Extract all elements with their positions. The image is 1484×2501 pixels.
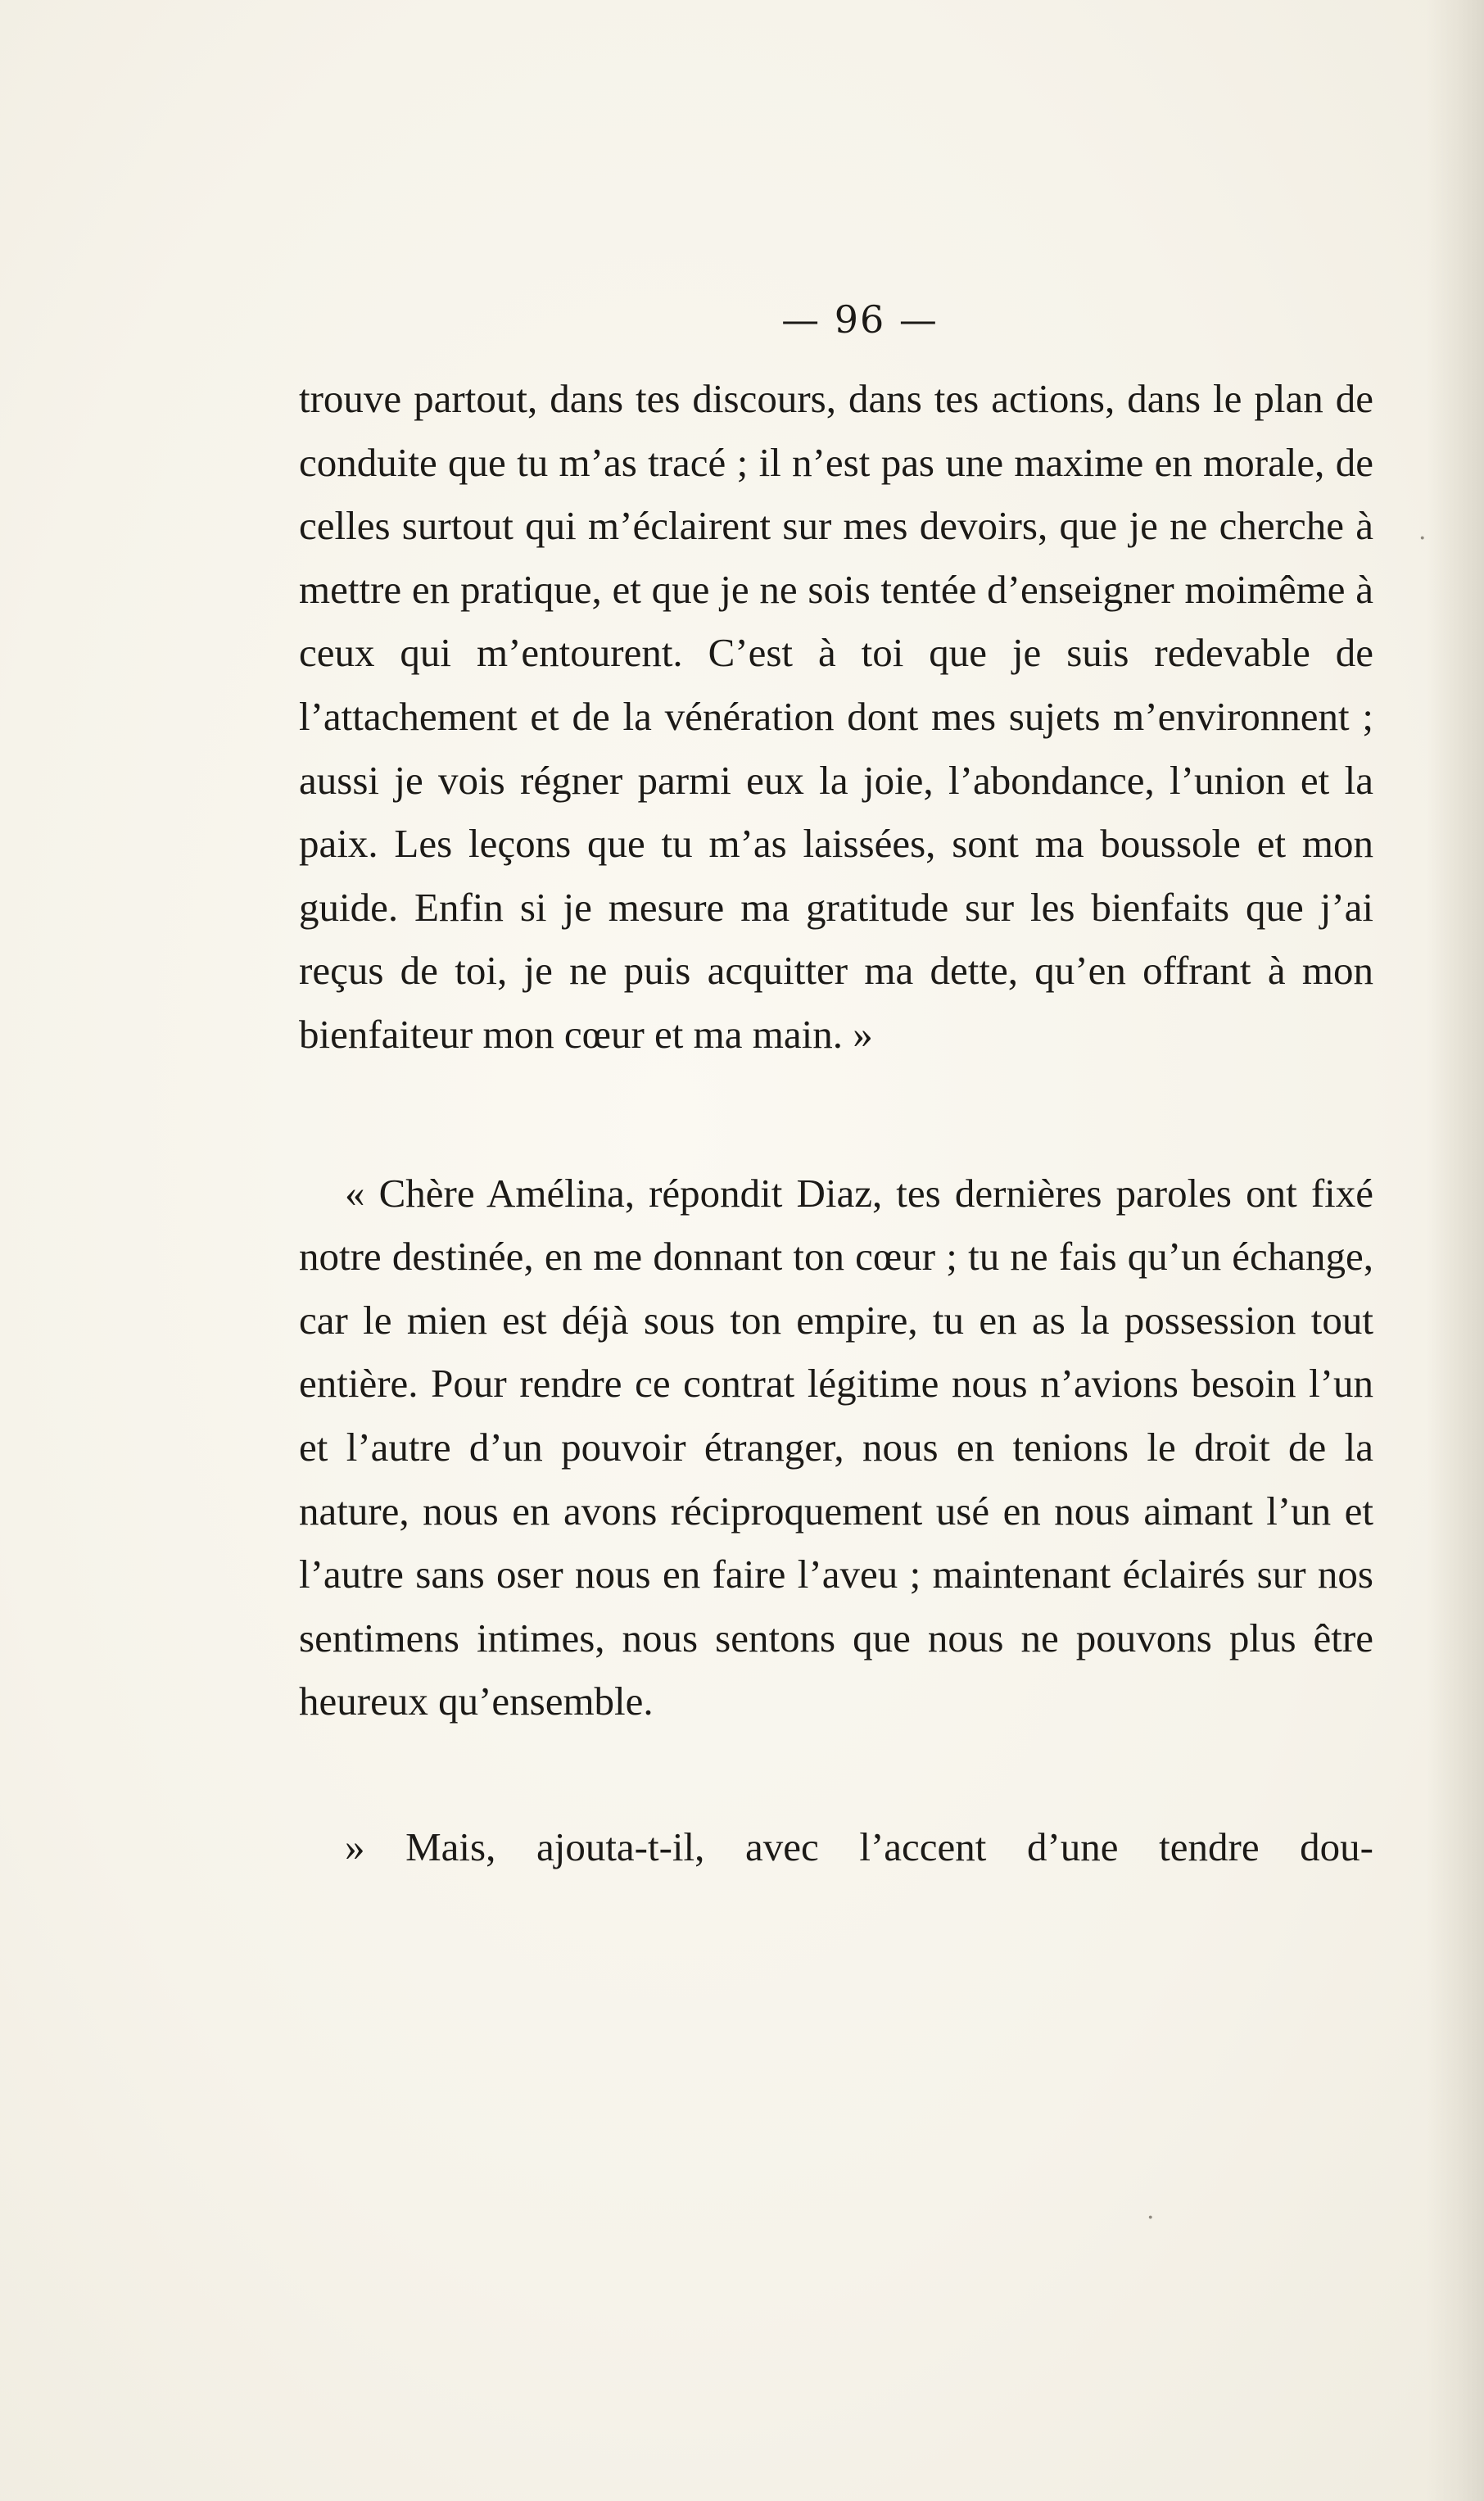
paragraph-letter-end: trouve partout, dans tes discours, dans tes actions, dans le plan de conduite que tu m’as tracé ; il n’est pas une maxime en morale, de celles surtout qui m’éclairent sur mes devoirs, que je ne cherche à mettre en pratique, et que je ne sois tentée d’enseigner moimême à ceux qui m’entourent. C’est à toi que je suis redevable de l’attachement et de la vénération dont mes sujets m’environnent ; aussi je vois régner parmi eux la joie, l’abondance, l’union et la paix. Les leçons que tu m’as laissées, sont ma boussole et mon guide. Enfin si je mesure ma gratitude sur les bienfaits que j’ai reçus de toi, je ne puis acquitter ma dette, qu’en offrant à mon bienfaiteur mon cœur et ma main. » bbox=[299, 376, 1373, 1057]
paper-speck: · bbox=[1147, 2204, 1155, 2232]
page-number: — 96 — bbox=[781, 297, 939, 342]
page-gutter-shadow bbox=[1427, 0, 1484, 2501]
paragraph-diaz-reply: « Chère Amélina, répondit Diaz, tes dernières paroles ont fixé notre destinée, en me donnant ton cœur ; tu ne fais qu’un échange, car le mien est déjà sous ton empire, tu en as la possession tout entière. Pour rendre ce contrat légitime nous n’avions besoin l’un et l’autre d’un pouvoir étranger, nous en tenions le droit de la nature, nous en avons réciproquement usé en nous aimant l’un et l’autre sans oser nous en faire l’aveu ; maintenant éclairés sur nos sentimens intimes, nous sentons que nous ne pouvons plus être heureux qu’ensemble. bbox=[299, 1170, 1373, 1724]
margin-speck: · bbox=[1418, 524, 1427, 553]
body-text bbox=[299, 367, 1373, 1878]
paragraph-continuation: » Mais, ajouta-t-il, avec l’accent d’une tendre dou- bbox=[345, 1824, 1373, 1869]
